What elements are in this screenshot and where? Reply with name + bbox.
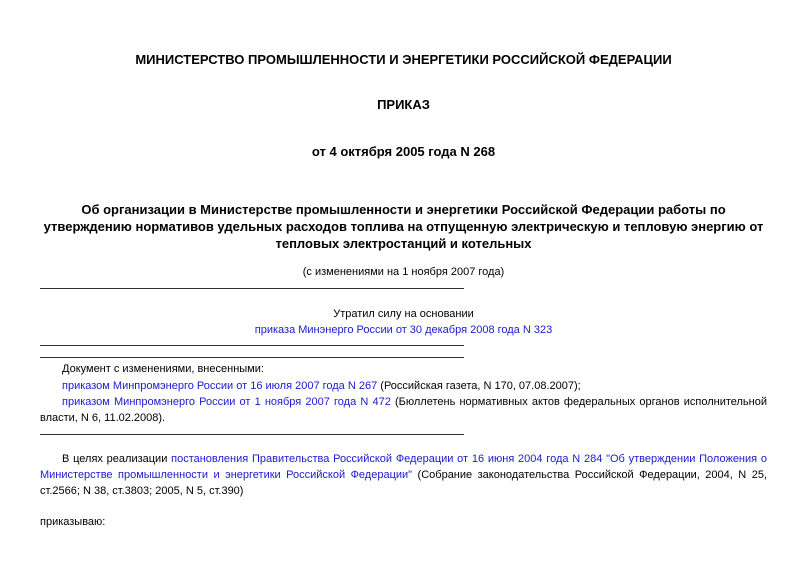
lost-force-link[interactable]: приказа Минэнерго России от 30 декабря 2008 года N 323: [254, 324, 553, 336]
doc-title: Об организации в Министерстве промышленности и энергетики Российской Федерации работы по утверждению нормативов удельных расходов топлива на отпущенную электрическую и тепловую энергию от тепловых электростанций и котельных: [43, 202, 764, 251]
purpose-link[interactable]: постановления Правительства Российской Федерации от 16 июня 2004 года N 284 "Об утверждении Положения о Министерстве промышленности и энергетики Российской Федерации": [40, 453, 767, 481]
order-word: приказываю:: [40, 516, 106, 528]
amendment-source-2: (Бюллетень нормативных актов федеральных органов исполнительной власти, N 6, 11.02.2008).: [40, 396, 767, 424]
doc-type-heading: ПРИКАЗ: [377, 97, 430, 112]
divider: [40, 357, 464, 358]
purpose-prefix: В целях реализации: [62, 453, 172, 465]
divider: [40, 288, 464, 289]
amendment-link-1[interactable]: приказом Минпромэнерго России от 16 июля 2007 года N 267: [62, 380, 378, 392]
purpose-paragraph: [40, 451, 767, 499]
doc-date-heading: от 4 октября 2005 года N 268: [311, 144, 496, 159]
lost-force-line: [0, 322, 807, 338]
amendment-item: [40, 394, 767, 426]
purpose-source: (Собрание законодательства Российской Федерации, 2004, N 25, ст.2566; N 38, ст.3803; 2005, N 5, ст.390): [40, 469, 767, 497]
ministry-heading: МИНИСТЕРСТВО ПРОМЫШЛЕННОСТИ И ЭНЕРГЕТИКИ РОССИЙСКОЙ ФЕДЕРАЦИИ: [135, 52, 672, 67]
divider: [40, 434, 464, 435]
amendments-intro: Документ с изменениями, внесенными:: [62, 363, 264, 375]
amendment-source-1: (Российская газета, N 170, 07.08.2007);: [377, 380, 581, 392]
lost-force-label: Утратил силу на основании: [333, 308, 474, 320]
amendment-link-2[interactable]: приказом Минпромэнерго России от 1 ноября 2007 года N 472: [62, 396, 391, 408]
divider: [40, 345, 464, 346]
amendment-item: [40, 378, 767, 394]
changes-note: (с изменениями на 1 ноября 2007 года): [302, 266, 505, 278]
